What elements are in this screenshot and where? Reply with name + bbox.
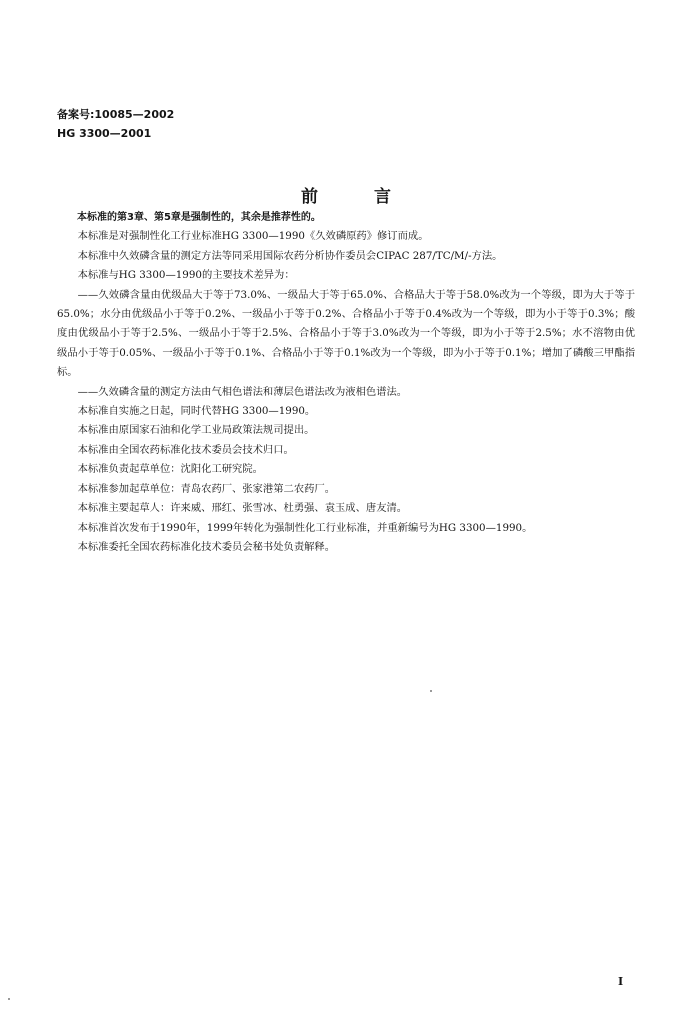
page-title: [0, 182, 692, 207]
title-char-1: 前: [301, 187, 318, 207]
paragraph-drafters: 本标准主要起草人：许来威、邢红、张雪冰、杜勇强、袁玉成、唐友清。: [77, 502, 408, 515]
filing-number: 备案号:10085—2002: [57, 108, 175, 121]
paragraph-test-method: 本标准中久效磷含量的测定方法等同采用国际农药分析协作委员会CIPAC 287/TC/M/-方法。: [77, 249, 503, 262]
standard-code: HG 3300—2001: [57, 127, 152, 140]
page-number: I: [618, 975, 624, 988]
foreword-body: [57, 208, 635, 557]
paragraph-interpretation: 本标准委托全国农药标准化技术委员会秘书处负责解释。: [77, 540, 336, 553]
paragraph-drafting-unit: 本标准负责起草单位：沈阳化工研究院。: [77, 463, 263, 476]
paragraph-differences-intro: 本标准与HG 3300—1990的主要技术差异为：: [77, 269, 295, 282]
paragraph-revision-source: 本标准是对强制性化工行业标准HG 3300—1990《久效磷原药》修订而成。: [77, 230, 429, 243]
paragraph-mandatory-clauses: 本标准的第3章、第5章是强制性的，其余是推荐性的。: [77, 212, 321, 223]
paragraph-difference-method: ——久效磷含量的测定方法由气相色谱法和薄层色谱法改为液相色谱法。: [77, 385, 408, 398]
scan-speck: [430, 690, 432, 692]
paragraph-under-jurisdiction: 本标准由全国农药标准化技术委员会技术归口。: [77, 443, 294, 456]
paragraph-first-issued: 本标准首次发布于1990年，1999年转化为强制性化工行业标准，并重新编号为HG 3300—1990。: [77, 521, 533, 534]
paragraph-replaces: 本标准自实施之日起，同时代替HG 3300—1990。: [77, 405, 316, 418]
scan-speck: [8, 998, 10, 1000]
paragraph-difference-grades: ——久效磷含量由优级品大于等于73.0%、一级品大于等于65.0%、合格品大于等于58.0%改为一个等级，即为大于等于65.0%；水分由优级品小于等于0.2%、一级品小于等于0.2%、合格品小于等于0.4%改为一个等级，即为小于等于0.3%；酸度由优级品小于等于2.5%、一级品小于等于2.5%、合格品小于等于3.0%改为一个等级，即为小于等于2.5%；水不溶物由优级品小于等于0.05%、一级品小于等于0.1%、合格品小于等于0.1%改为一个等级，即为小于等于0.1%；增加了磷酸三甲酯指标。: [57, 288, 635, 379]
paragraph-proposed-by: 本标准由原国家石油和化学工业局政策法规司提出。: [77, 424, 315, 437]
title-char-2: 言: [374, 187, 391, 207]
paragraph-participating-units: 本标准参加起草单位：青岛农药厂、张家港第二农药厂。: [77, 482, 336, 495]
